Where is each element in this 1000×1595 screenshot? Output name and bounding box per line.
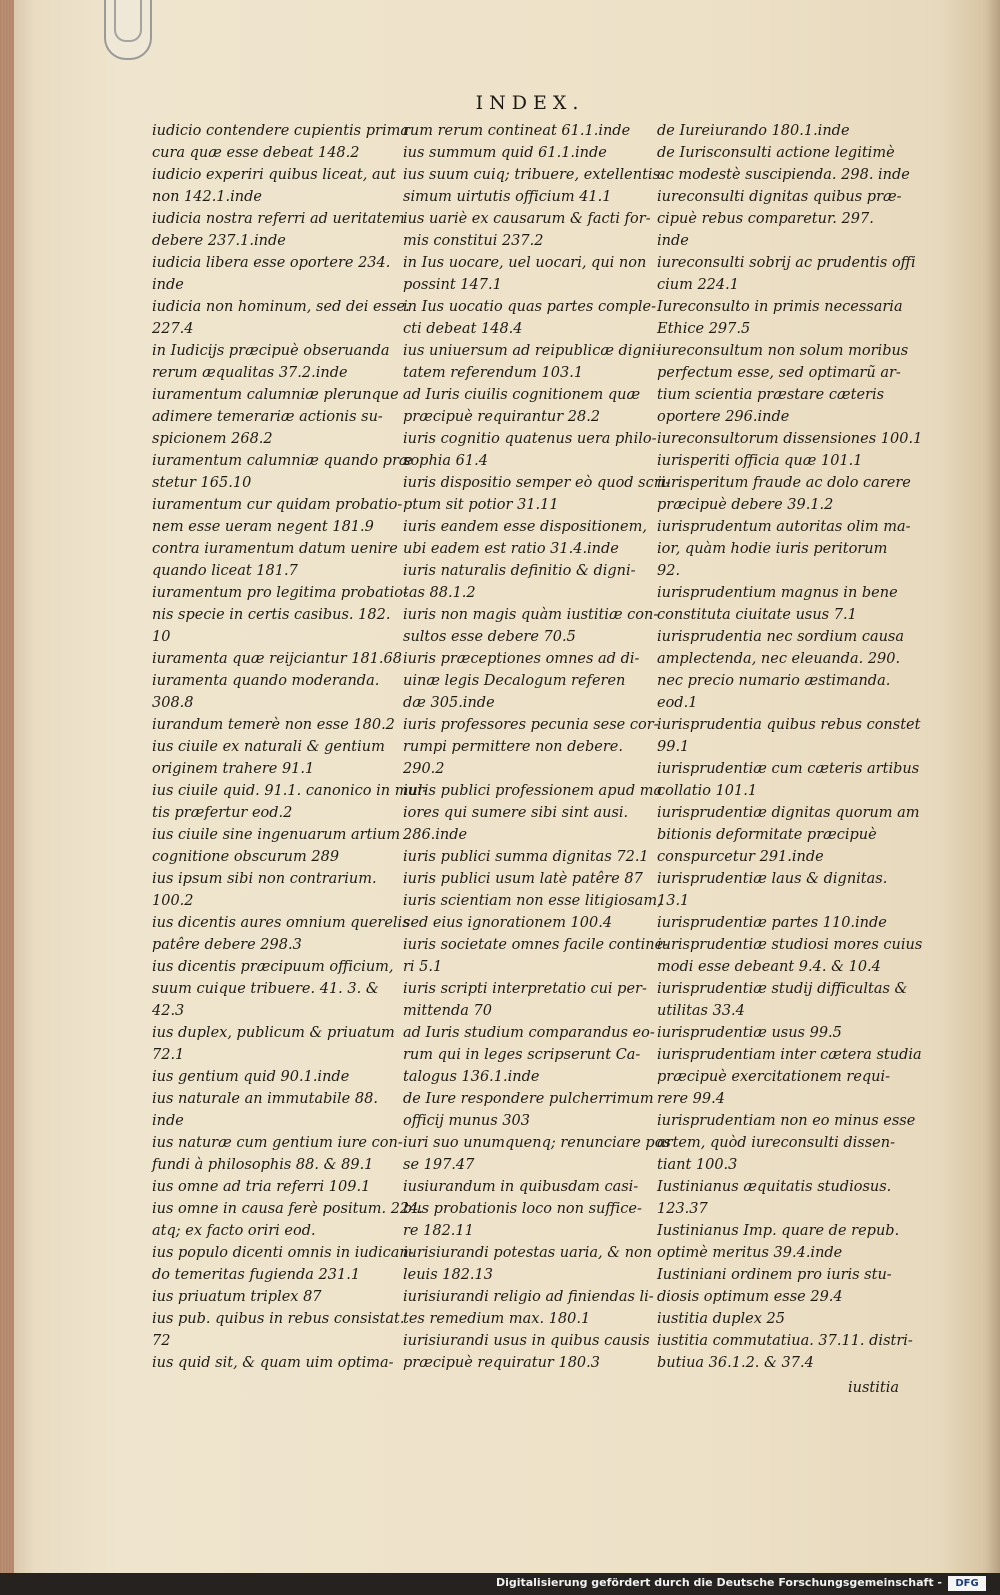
- index-entry-line: inde: [152, 277, 184, 293]
- index-entry-line: ius gentium quid 90.1.inde: [152, 1069, 350, 1085]
- page-header: INDEX.: [475, 92, 585, 114]
- index-entry-line: 92.: [657, 563, 681, 579]
- index-column-3: [657, 120, 923, 1374]
- index-entry-line: modi esse debeant 9.4. & 10.4: [657, 959, 881, 975]
- index-entry-line: 290.2: [403, 761, 445, 777]
- index-entry-line: sophia 61.4: [403, 453, 488, 469]
- index-entry-line: iuramentum calumniæ plerunque: [152, 387, 399, 403]
- index-entry-line: de Iure respondere pulcherrimum: [403, 1091, 654, 1107]
- index-entry-line: debere 237.1.inde: [152, 233, 286, 249]
- index-entry-line: oportere 296.inde: [657, 409, 790, 425]
- index-entry-line: ius uariè ex causarum & facti for-: [403, 211, 651, 227]
- index-entry-line: iuris cognitio quatenus uera philo-: [403, 431, 657, 447]
- index-entry-line: iureconsultorum dissensiones 100.1: [657, 431, 923, 447]
- index-entry-line: iurisprudentiam non eo minus esse: [657, 1113, 916, 1129]
- index-entry-line: quando liceat 181.7: [152, 563, 298, 579]
- index-entry-line: 123.37: [657, 1201, 708, 1217]
- index-entry-line: nem esse ueram negent 181.9: [152, 519, 374, 535]
- index-entry-line: butiua 36.1.2. & 37.4: [657, 1355, 814, 1371]
- footer-credit: Digitalisierung gefördert durch die Deutsche Forschungsgemeinschaft -: [495, 1576, 942, 1589]
- index-entry-line: ius quid sit, & quam uim optima-: [152, 1355, 394, 1371]
- index-entry-line: rum qui in leges scripserunt Ca-: [403, 1047, 641, 1063]
- index-entry-line: nec precio numario æstimanda.: [657, 673, 891, 689]
- index-entry-line: eod.1: [657, 695, 698, 711]
- index-entry-line: iuramentum cur quidam probatio-: [152, 497, 403, 513]
- index-entry-line: iurisprudentiam inter cætera studia: [657, 1047, 922, 1063]
- index-entry-line: ius ciuile ex naturali & gentium: [152, 739, 385, 755]
- index-entry-line: iuris non magis quàm iustitiæ con-: [403, 607, 659, 623]
- index-entry-line: iurisprudentium magnus in bene: [657, 585, 898, 601]
- index-entry-line: 42.3: [152, 1003, 185, 1019]
- index-entry-line: ius dicentis aures omnium querelis: [152, 915, 410, 931]
- index-entry-line: sultos esse debere 70.5: [403, 629, 576, 645]
- index-entry-line: iudicia non hominum, sed dei esse.: [152, 299, 410, 315]
- index-entry-line: iurisprudentiæ studij difficultas &: [657, 981, 908, 997]
- index-entry-line: iuramentum pro legitima probatio-: [152, 585, 408, 601]
- index-entry-line: possint 147.1: [403, 277, 502, 293]
- index-entry-line: de Iurisconsulti actione legitimè: [657, 145, 895, 161]
- index-entry-line: patêre debere 298.3: [152, 937, 302, 953]
- index-entry-line: ius populo dicenti omnis in iudican-: [152, 1245, 414, 1261]
- index-entry-line: tium scientia præstare cæteris: [657, 387, 885, 403]
- index-entry-line: præcipuè requirantur 28.2: [403, 409, 601, 425]
- index-entry-line: ius ciuile sine ingenuarum artium: [152, 827, 401, 843]
- index-entry-line: constituta ciuitate usus 7.1: [657, 607, 857, 623]
- index-entry-line: 99.1: [657, 739, 690, 755]
- index-entry-line: iuris professores pecunia sese cor-: [403, 717, 659, 733]
- index-entry-line: adimere temerariæ actionis su-: [152, 409, 383, 425]
- index-entry-line: iudicio experiri quibus liceat, aut: [152, 167, 396, 183]
- index-entry-line: rum rerum contineat 61.1.inde: [403, 123, 631, 139]
- index-entry-line: rere 99.4: [657, 1091, 725, 1107]
- index-entry-line: 286.inde: [403, 827, 468, 843]
- index-entry-line: tis præfertur eod.2: [152, 805, 293, 821]
- index-entry-line: ius summum quid 61.1.inde: [403, 145, 607, 161]
- index-entry-line: iureconsultum non solum moribus: [657, 343, 909, 359]
- index-entry-line: ius duplex, publicum & priuatum: [152, 1025, 395, 1041]
- index-entry-line: utilitas 33.4: [657, 1003, 745, 1019]
- index-entry-line: iudicio contendere cupientis prima: [152, 123, 409, 139]
- index-entry-line: iuramenta quæ reijciantur 181.68: [152, 651, 402, 667]
- index-entry-line: 72: [152, 1333, 171, 1349]
- index-entry-line: simum uirtutis officium 41.1: [403, 189, 612, 205]
- index-entry-line: Ethice 297.5: [657, 321, 751, 337]
- index-entry-line: iores qui sumere sibi sint ausi.: [403, 805, 629, 821]
- index-entry-line: officij munus 303: [403, 1113, 530, 1129]
- index-entry-line: artem, quòd iureconsulti dissen-: [657, 1135, 895, 1151]
- index-entry-line: de Iureiurando 180.1.inde: [657, 123, 850, 139]
- index-entry-line: leuis 182.13: [403, 1267, 493, 1283]
- index-entry-line: iuri suo unumquenq; renunciare pos: [403, 1135, 671, 1151]
- index-entry-line: ius priuatum triplex 87: [152, 1289, 322, 1305]
- index-entry-line: ius uniuersum ad reipublicæ digni-: [403, 343, 661, 359]
- index-entry-line: mittenda 70: [403, 1003, 492, 1019]
- index-entry-line: iuris societate omnes facile contine-: [403, 937, 669, 953]
- index-entry-line: iuris dispositio semper eò quod scri-: [403, 475, 671, 491]
- index-entry-line: ri 5.1: [403, 959, 443, 975]
- index-entry-line: ior, quàm hodie iuris peritorum: [657, 541, 888, 557]
- index-entry-line: 72.1: [152, 1047, 185, 1063]
- index-entry-line: iudicia nostra referri ad ueritatem: [152, 211, 405, 227]
- index-entry-line: ptum sit potior 31.11: [403, 497, 559, 513]
- index-entry-line: iurisiurandi religio ad finiendas li-: [403, 1289, 654, 1305]
- index-entry-line: iuris scientiam non esse litigiosam,: [403, 893, 662, 909]
- index-entry-line: iurisprudentia nec sordium causa: [657, 629, 905, 645]
- index-entry-line: conspurcetur 291.inde: [657, 849, 824, 865]
- index-entry-line: ius dicentis præcipuum officium,: [152, 959, 394, 975]
- index-entry-line: iuris naturalis definitio & digni-: [403, 563, 636, 579]
- index-entry-line: iurisprudentiæ studiosi mores cuius: [657, 937, 923, 953]
- index-entry-line: 100.2: [152, 893, 194, 909]
- catchword: iustitia: [848, 1380, 899, 1396]
- index-entry-line: do temeritas fugienda 231.1: [152, 1267, 361, 1283]
- index-entry-line: re 182.11: [403, 1223, 474, 1239]
- index-entry-line: bitionis deformitate præcipuè: [657, 827, 877, 843]
- index-entry-line: tas 88.1.2: [403, 585, 476, 601]
- index-entry-line: se 197.47: [403, 1157, 475, 1173]
- index-entry-line: 13.1: [657, 893, 690, 909]
- index-entry-line: iurisiurandi potestas uaria, & non: [403, 1245, 653, 1261]
- dfg-logo: DFG: [948, 1576, 986, 1591]
- index-entry-line: iurisprudentiæ cum cæteris artibus: [657, 761, 920, 777]
- index-entry-line: præcipuè exercitationem requi-: [657, 1069, 891, 1085]
- index-entry-line: ubi eadem est ratio 31.4.inde: [403, 541, 619, 557]
- index-entry-line: 227.4: [152, 321, 194, 337]
- index-entry-line: rumpi permittere non debere.: [403, 739, 623, 755]
- index-entry-line: iurisperitum fraude ac dolo carere: [657, 475, 911, 491]
- index-entry-line: iurisprudentiæ usus 99.5: [657, 1025, 842, 1041]
- index-entry-line: ius ipsum sibi non contrarium.: [152, 871, 377, 887]
- index-entry-line: amplectenda, nec eleuanda. 290.: [657, 651, 901, 667]
- index-entry-line: Iustiniani ordinem pro iuris stu-: [657, 1267, 892, 1283]
- index-entry-line: collatio 101.1: [657, 783, 758, 799]
- index-entry-line: iustitia commutatiua. 37.11. distri-: [657, 1333, 913, 1349]
- index-entry-line: talogus 136.1.inde: [403, 1069, 540, 1085]
- index-entry-line: in Ius uocare, uel uocari, qui non: [403, 255, 647, 271]
- index-entry-line: perfectum esse, sed optimarũ ar-: [657, 365, 901, 381]
- index-entry-line: iuris publici usum latè patêre 87: [403, 871, 643, 887]
- index-entry-line: iurisprudentia quibus rebus constet: [657, 717, 921, 733]
- index-entry-line: Iustinianus Imp. quare de repub.: [657, 1223, 900, 1239]
- index-entry-line: præcipuè requiratur 180.3: [403, 1355, 600, 1371]
- index-entry-line: cipuè rebus comparetur. 297.: [657, 211, 874, 227]
- book-page-edges: [0, 0, 14, 1573]
- index-entry-line: iuris publici summa dignitas 72.1: [403, 849, 649, 865]
- index-entry-line: inde: [152, 1113, 184, 1129]
- index-entry-line: cti debeat 148.4: [403, 321, 523, 337]
- index-entry-line: mis constitui 237.2: [403, 233, 544, 249]
- index-entry-line: ius suum cuiq; tribuere, extellentis-: [403, 167, 665, 183]
- footer-bar: [0, 1573, 1000, 1595]
- index-entry-line: iurandum temerè non esse 180.2: [152, 717, 395, 733]
- index-entry-line: iuris scripti interpretatio cui per-: [403, 981, 647, 997]
- index-entry-line: iurisprudentiæ laus & dignitas.: [657, 871, 888, 887]
- index-entry-line: iustitia duplex 25: [657, 1311, 785, 1327]
- index-entry-line: cium 224.1: [657, 277, 739, 293]
- index-entry-line: in Iudicijs præcipuè obseruanda: [152, 343, 390, 359]
- index-entry-line: optimè meritus 39.4.inde: [657, 1245, 843, 1261]
- index-entry-line: 308.8: [152, 695, 194, 711]
- index-entry-line: iuramentum calumniæ quando præ: [152, 453, 413, 469]
- index-entry-line: tatem referendum 103.1: [403, 365, 584, 381]
- index-entry-line: iureconsulti dignitas quibus præ-: [657, 189, 902, 205]
- index-entry-line: fundi à philosophis 88. & 89.1: [152, 1157, 374, 1173]
- index-entry-line: tes remedium max. 180.1: [403, 1311, 591, 1327]
- index-entry-line: sed eius ignorationem 100.4: [403, 915, 613, 931]
- index-entry-line: originem trahere 91.1: [152, 761, 315, 777]
- index-entry-line: ac modestè suscipienda. 298. inde: [657, 167, 910, 183]
- index-entry-line: stetur 165.10: [152, 475, 252, 491]
- index-entry-line: rerum æqualitas 37.2.inde: [152, 365, 348, 381]
- index-entry-line: iurisiurandi usus in quibus causis: [403, 1333, 650, 1349]
- index-entry-line: iuris præceptiones omnes ad di-: [403, 651, 640, 667]
- index-entry-line: uinæ legis Decalogum referen: [403, 673, 626, 689]
- index-entry-line: ius ciuile quid. 91.1. canonico in mul-: [152, 783, 428, 799]
- index-entry-line: Iureconsulto in primis necessaria: [657, 299, 903, 315]
- index-entry-line: tiant 100.3: [657, 1157, 738, 1173]
- index-entry-line: iurisprudentum autoritas olim ma-: [657, 519, 911, 535]
- index-entry-line: ad Iuris ciuilis cognitionem quæ: [403, 387, 641, 403]
- index-entry-line: iudicia libera esse oportere 234.: [152, 255, 391, 271]
- index-entry-line: Iustinianus æquitatis studiosus.: [657, 1179, 892, 1195]
- index-entry-line: iuris publici professionem apud ma: [403, 783, 663, 799]
- index-entry-line: 10: [152, 629, 171, 645]
- index-entry-line: ad Iuris studium comparandus eo-: [403, 1025, 655, 1041]
- index-entry-line: contra iuramentum datum uenire: [152, 541, 398, 557]
- index-entry-line: iurisprudentiæ dignitas quorum am: [657, 805, 920, 821]
- index-entry-line: suum cuique tribuere. 41. 3. &: [152, 981, 379, 997]
- index-entry-line: iuris eandem esse dispositionem,: [403, 519, 647, 535]
- index-entry-line: spicionem 268.2: [152, 431, 273, 447]
- index-entry-line: iurisprudentiæ partes 110.inde: [657, 915, 887, 931]
- index-entry-line: præcipuè debere 39.1.2: [657, 497, 834, 513]
- index-entry-line: cognitione obscurum 289: [152, 849, 340, 865]
- index-entry-line: ius pub. quibus in rebus consistat.: [152, 1311, 405, 1327]
- index-entry-line: ius omne in causa ferè positum. 224.: [152, 1201, 423, 1217]
- index-entry-line: inde: [657, 233, 689, 249]
- index-entry-line: diosis optimum esse 29.4: [657, 1289, 843, 1305]
- index-entry-line: nis specie in certis casibus. 182.: [152, 607, 391, 623]
- index-entry-line: cura quæ esse debeat 148.2: [152, 145, 360, 161]
- index-entry-line: ius naturale an immutabile 88.: [152, 1091, 378, 1107]
- index-entry-line: non 142.1.inde: [152, 189, 262, 205]
- index-entry-line: ius omne ad tria referri 109.1: [152, 1179, 371, 1195]
- index-entry-line: atq; ex facto oriri eod.: [152, 1223, 316, 1239]
- index-entry-line: in Ius uocatio quas partes comple-: [403, 299, 656, 315]
- index-entry-line: dæ 305.inde: [403, 695, 495, 711]
- index-entry-line: ius naturæ cum gentium iure con-: [152, 1135, 403, 1151]
- index-entry-line: iuramenta quando moderanda.: [152, 673, 380, 689]
- index-entry-line: iusiurandum in quibusdam casi-: [403, 1179, 639, 1195]
- index-entry-line: iurisperiti officia quæ 101.1: [657, 453, 863, 469]
- index-entry-line: iureconsulti sobrij ac prudentis offi: [657, 255, 916, 271]
- paper-clip-inner: [114, 0, 142, 42]
- index-entry-line: bus probationis loco non suffice-: [403, 1201, 642, 1217]
